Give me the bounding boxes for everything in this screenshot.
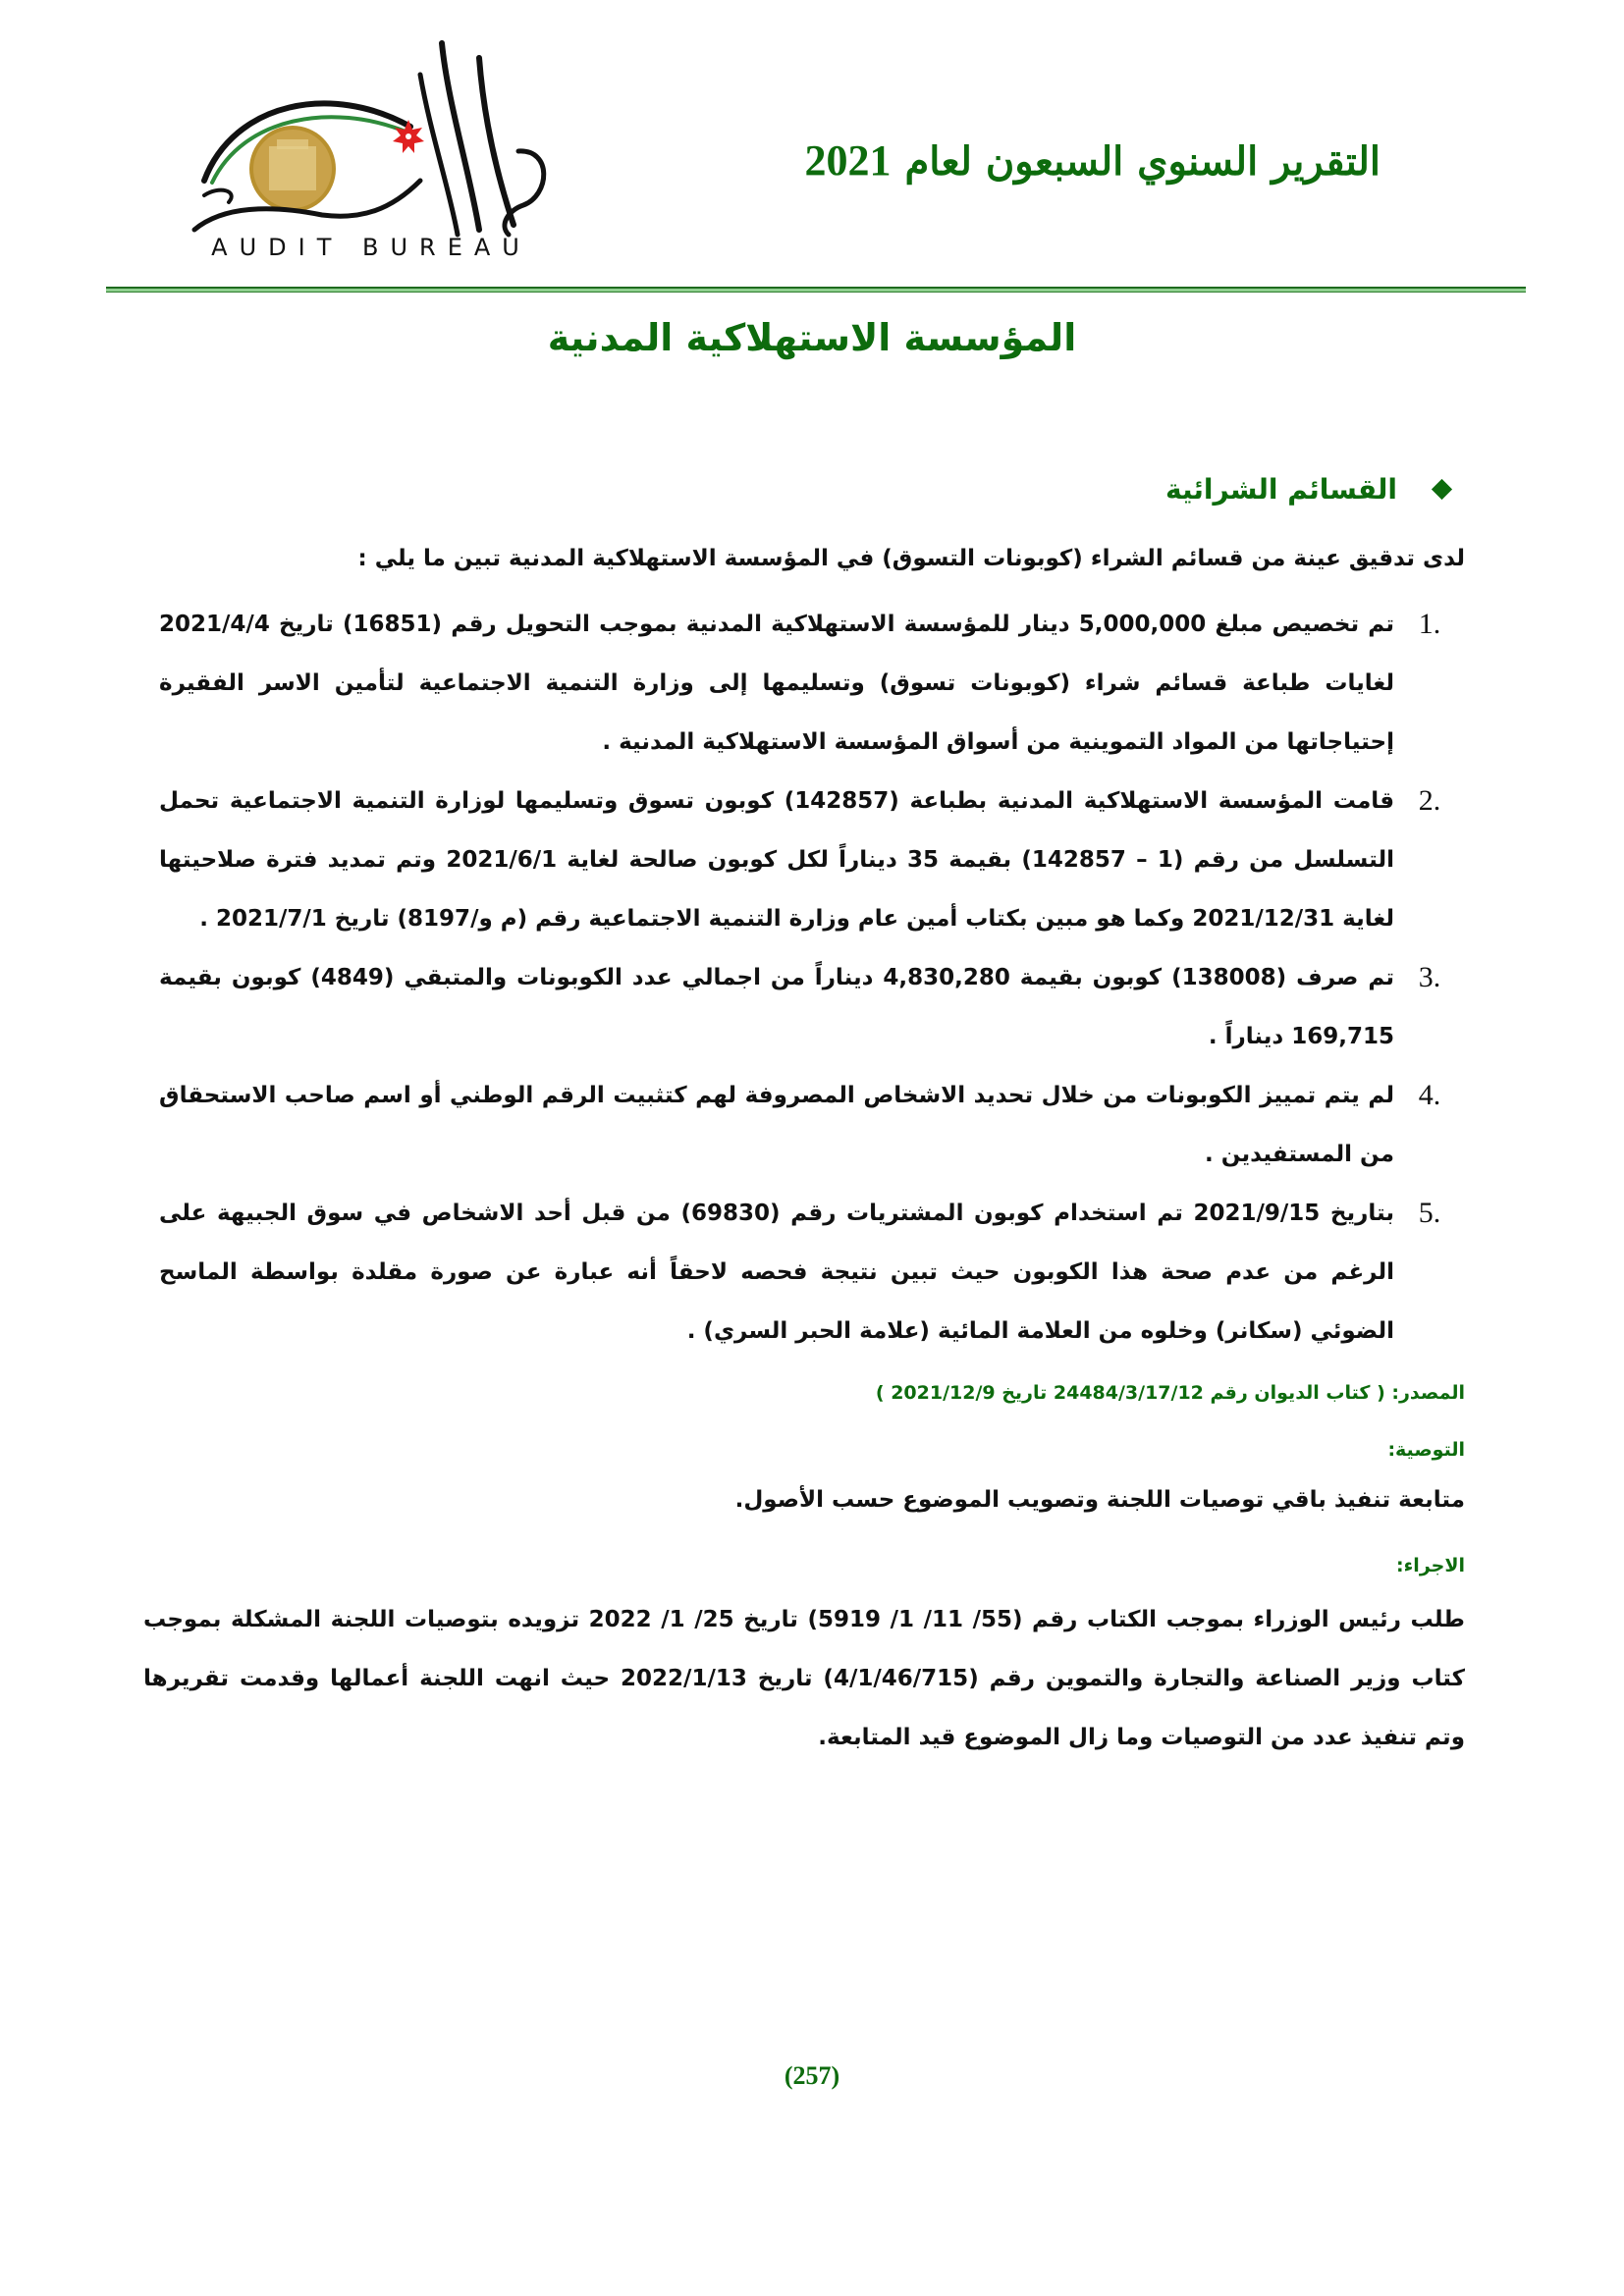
- report-title-text: التقرير السنوي السبعون لعام: [904, 138, 1380, 185]
- list-item-text: لم يتم تمييز الكوبونات من خلال تحديد الاشخاص المصروفة لهم كتثبيت الرقم الوطني أو اسم صاحب الاستحقاق من المستفيدين .: [159, 1083, 1394, 1167]
- list-item-text: تم تخصيص مبلغ 5,000,000 دينار للمؤسسة الاستهلاكية المدنية بموجب التحويل رقم (16851) تاريخ 2021/4/4 لغايات طباعة قسائم شراء (كوبونات تسوق) وتسليمها إلى وزارة التنمية الاجتماعية لتأمين الاسر الفقيرة إحتياجاتها من المواد التموينية من أسواق المؤسسة الاستهلاكية المدنية .: [159, 612, 1394, 755]
- list-item-text: قامت المؤسسة الاستهلاكية المدنية بطباعة (142857) كوبون تسوق وتسليمها لوزارة التنمية الاجتماعية تحمل التسلسل من رقم (1 – 142857) بقيمة 35 ديناراً لكل كوبون صالحة لغاية 2021/6/1 وتم تمديد فترة صلاحيتها لغاية 2021/12/31 وكما هو مبين بكتاب أمين عام وزارة التنمية الاجتماعية رقم (م و/8197) تاريخ 2021/7/1 .: [159, 788, 1395, 932]
- list-item-number: 2.: [1418, 784, 1441, 817]
- list-item-text: بتاريخ 2021/9/15 تم استخدام كوبون المشتريات رقم (69830) من قبل أحد الاشخاص في سوق الجبيهة على الرغم من عدم صحة هذا الكوبون حيث تبين نتيجة فحصه لاحقاً أنه عبارة عن صورة مقلدة بواسطة الماسح الضوئي (سكانر) وخلوه من العلامة المائية (علامة الحبر السري) .: [159, 1201, 1394, 1344]
- list-item-number: 4.: [1418, 1079, 1441, 1111]
- list-item-number: 3.: [1418, 961, 1441, 993]
- list-item-number: 5.: [1418, 1197, 1441, 1229]
- audit-bureau-logo: [185, 33, 558, 261]
- source-citation: المصدر: ( كتاب الديوان رقم 24484/3/17/12 تاريخ 2021/12/9 ): [875, 1382, 1465, 1404]
- recommendation-label: التوصية:: [1387, 1439, 1465, 1461]
- subheading-title: القسائم الشرائية: [1164, 472, 1397, 506]
- document-body: [143, 461, 1465, 1767]
- list-item: [159, 948, 1465, 1066]
- list-item: [159, 595, 1465, 772]
- logo-caption: AUDIT BUREAU: [211, 234, 531, 261]
- list-item: [159, 1184, 1465, 1361]
- action-text: طلب رئيس الوزراء بموجب الكتاب رقم (55/ 11/ 1/ 5919) تاريخ 25/ 1/ 2022 تزويده بتوصيات اللجنة المشكلة بموجب كتاب وزير الصناعة والتجارة والتموين رقم (4/1/46/715) تاريخ 2022/1/13 حيث انهت اللجنة أعمالها وقدمت تقريرها وتم تنفيذ عدد من التوصيات وما زال الموضوع قيد المتابعة.: [143, 1607, 1465, 1750]
- findings-list: [159, 595, 1465, 1361]
- action-label: الاجراء:: [1396, 1555, 1465, 1576]
- report-title: [805, 135, 1380, 186]
- page-number: (257): [784, 2061, 840, 2090]
- audit-bureau-emblem-icon: [185, 33, 558, 261]
- subheading: [159, 461, 1449, 516]
- list-item-number: 1.: [1418, 608, 1441, 640]
- diamond-bullet-icon: [1432, 478, 1452, 499]
- list-item-text: تم صرف (138008) كوبون بقيمة 4,830,280 ديناراً من اجمالي عدد الكوبونات والمتبقي (4849) كوبون بقيمة 169,715 ديناراً .: [159, 965, 1395, 1049]
- recommendation-text: متابعة تنفيذ باقي توصيات اللجنة وتصويب الموضوع حسب الأصول.: [734, 1487, 1465, 1513]
- list-item: [159, 1066, 1465, 1184]
- report-year: 2021: [804, 136, 892, 185]
- intro-paragraph: لدى تدقيق عينة من قسائم الشراء (كوبونات التسوق) في المؤسسة الاستهلاكية المدنية تبين ما يلي :: [357, 546, 1465, 571]
- list-item: [159, 772, 1465, 948]
- header-divider: [106, 287, 1526, 294]
- section-title: المؤسسة الاستهلاكية المدنية: [547, 316, 1077, 359]
